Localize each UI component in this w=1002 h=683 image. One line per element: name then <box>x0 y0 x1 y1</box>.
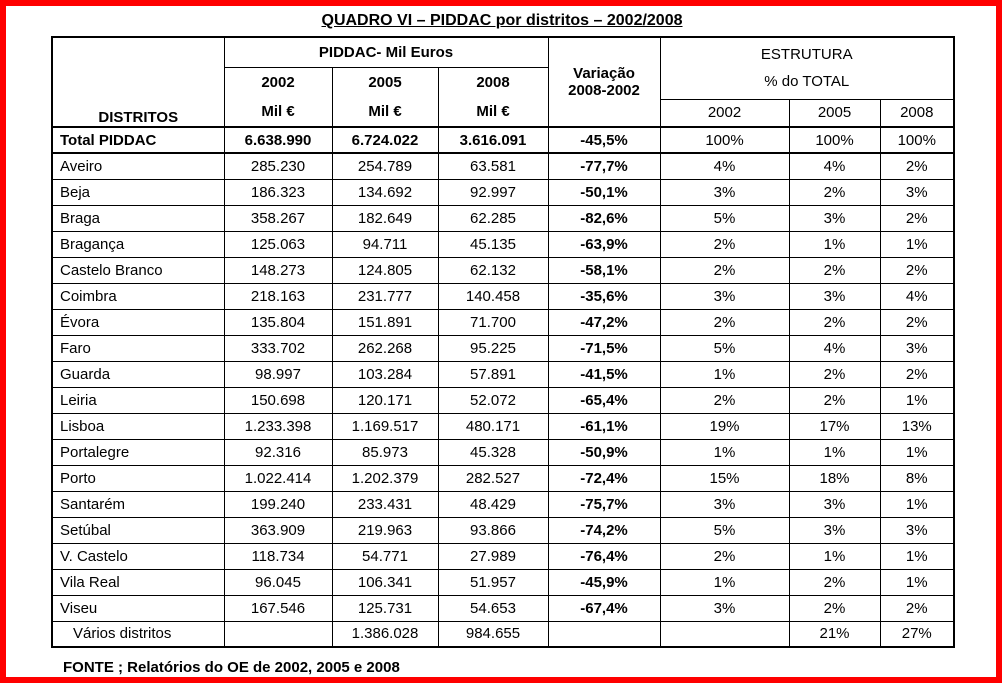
share-cell: 3% <box>660 179 789 205</box>
table-row <box>52 465 954 491</box>
value-cell: 984.655 <box>438 621 548 647</box>
header-piddac-group: PIDDAC- Mil Euros <box>224 37 548 67</box>
table-row <box>52 387 954 413</box>
share-cell: 2% <box>660 387 789 413</box>
header-estrutura-line2: % do TOTAL <box>764 73 850 91</box>
table-title: QUADRO VI – PIDDAC por distritos – 2002/2008 <box>321 12 683 29</box>
share-cell: 100% <box>789 127 880 153</box>
share-cell: 2% <box>880 257 954 283</box>
value-cell: 93.866 <box>438 517 548 543</box>
share-cell: 1% <box>789 543 880 569</box>
variation-cell: -67,4% <box>548 595 660 621</box>
value-cell: 92.316 <box>224 439 332 465</box>
district-name-cell: Faro <box>52 335 224 361</box>
value-cell: 218.163 <box>224 283 332 309</box>
value-cell: 285.230 <box>224 153 332 179</box>
variation-cell: -77,7% <box>548 153 660 179</box>
table-row <box>52 257 954 283</box>
value-cell: 85.973 <box>332 439 438 465</box>
value-cell: 480.171 <box>438 413 548 439</box>
value-cell: 120.171 <box>332 387 438 413</box>
header-estrutura-year-2002: 2002 <box>660 99 789 127</box>
variation-cell: -71,5% <box>548 335 660 361</box>
share-cell: 2% <box>789 569 880 595</box>
share-cell: 3% <box>789 205 880 231</box>
value-cell: 45.135 <box>438 231 548 257</box>
value-cell: 358.267 <box>224 205 332 231</box>
value-cell: 125.731 <box>332 595 438 621</box>
variation-cell: -72,4% <box>548 465 660 491</box>
district-name-cell: Bragança <box>52 231 224 257</box>
share-cell: 27% <box>880 621 954 647</box>
value-cell: 45.328 <box>438 439 548 465</box>
value-cell: 151.891 <box>332 309 438 335</box>
share-cell: 3% <box>660 283 789 309</box>
variation-cell: -45,9% <box>548 569 660 595</box>
share-cell: 2% <box>789 361 880 387</box>
value-cell: 167.546 <box>224 595 332 621</box>
year-label: 2005 <box>368 73 402 91</box>
share-cell: 19% <box>660 413 789 439</box>
share-cell: 2% <box>880 205 954 231</box>
share-cell: 18% <box>789 465 880 491</box>
share-cell: 1% <box>660 569 789 595</box>
share-cell: 1% <box>660 439 789 465</box>
value-cell: 1.386.028 <box>332 621 438 647</box>
share-cell: 2% <box>789 387 880 413</box>
table-row <box>52 595 954 621</box>
share-cell: 3% <box>880 517 954 543</box>
district-name-cell: Évora <box>52 309 224 335</box>
piddac-table <box>51 36 955 648</box>
value-cell: 54.653 <box>438 595 548 621</box>
table-row <box>52 413 954 439</box>
header-piddac-year-2002 <box>224 67 332 127</box>
value-cell: 140.458 <box>438 283 548 309</box>
share-cell: 2% <box>660 543 789 569</box>
table-header <box>52 37 954 127</box>
table-row <box>52 543 954 569</box>
district-name-cell: Total PIDDAC <box>52 127 224 153</box>
table-row <box>52 231 954 257</box>
share-cell: 1% <box>880 491 954 517</box>
share-cell: 1% <box>660 361 789 387</box>
value-cell: 118.734 <box>224 543 332 569</box>
header-estrutura-year-2008: 2008 <box>880 99 954 127</box>
share-cell: 21% <box>789 621 880 647</box>
district-name-cell: Braga <box>52 205 224 231</box>
variation-cell: -76,4% <box>548 543 660 569</box>
value-cell: 124.805 <box>332 257 438 283</box>
share-cell: 1% <box>880 439 954 465</box>
value-cell: 103.284 <box>332 361 438 387</box>
variation-cell: -63,9% <box>548 231 660 257</box>
share-cell: 3% <box>789 491 880 517</box>
table-row <box>52 153 954 179</box>
value-cell: 51.957 <box>438 569 548 595</box>
table-row <box>52 361 954 387</box>
district-name-cell: Portalegre <box>52 439 224 465</box>
variation-cell: -61,1% <box>548 413 660 439</box>
share-cell: 3% <box>660 595 789 621</box>
variation-cell: -50,1% <box>548 179 660 205</box>
share-cell: 2% <box>660 257 789 283</box>
value-cell: 96.045 <box>224 569 332 595</box>
variation-cell: -35,6% <box>548 283 660 309</box>
district-name-cell: Setúbal <box>52 517 224 543</box>
value-cell: 1.169.517 <box>332 413 438 439</box>
value-cell: 62.132 <box>438 257 548 283</box>
header-estrutura <box>660 37 954 99</box>
value-cell: 186.323 <box>224 179 332 205</box>
header-estrutura-year-2005: 2005 <box>789 99 880 127</box>
year-label: 2008 <box>476 73 510 91</box>
table-row <box>52 517 954 543</box>
district-name-cell: Santarém <box>52 491 224 517</box>
value-cell: 63.581 <box>438 153 548 179</box>
value-cell: 262.268 <box>332 335 438 361</box>
value-cell: 150.698 <box>224 387 332 413</box>
district-name-cell: Aveiro <box>52 153 224 179</box>
mil-euro-label: Mil € <box>261 102 295 120</box>
table-row <box>52 491 954 517</box>
header-estrutura-line1: ESTRUTURA <box>760 46 853 64</box>
value-cell: 52.072 <box>438 387 548 413</box>
table-row <box>52 569 954 595</box>
variation-cell: -47,2% <box>548 309 660 335</box>
share-cell: 15% <box>660 465 789 491</box>
district-name-cell: Beja <box>52 179 224 205</box>
variation-cell: -75,7% <box>548 491 660 517</box>
share-cell: 3% <box>880 335 954 361</box>
header-variacao-line1: Variação <box>573 65 635 82</box>
table-row <box>52 283 954 309</box>
share-cell: 2% <box>789 179 880 205</box>
value-cell: 1.233.398 <box>224 413 332 439</box>
share-cell: 100% <box>880 127 954 153</box>
share-cell: 1% <box>880 569 954 595</box>
district-name-cell: Porto <box>52 465 224 491</box>
share-cell: 2% <box>880 361 954 387</box>
header-variacao-line2: 2008-2002 <box>568 82 640 99</box>
value-cell: 363.909 <box>224 517 332 543</box>
value-cell: 182.649 <box>332 205 438 231</box>
share-cell: 3% <box>789 517 880 543</box>
share-cell: 2% <box>789 309 880 335</box>
district-name-cell: Viseu <box>52 595 224 621</box>
share-cell: 3% <box>660 491 789 517</box>
value-cell: 94.711 <box>332 231 438 257</box>
value-cell: 125.063 <box>224 231 332 257</box>
value-cell: 106.341 <box>332 569 438 595</box>
value-cell: 219.963 <box>332 517 438 543</box>
share-cell: 2% <box>880 595 954 621</box>
district-name-cell: Guarda <box>52 361 224 387</box>
district-name-cell: Coimbra <box>52 283 224 309</box>
share-cell: 1% <box>880 231 954 257</box>
variation-cell: -74,2% <box>548 517 660 543</box>
district-name-cell: Lisboa <box>52 413 224 439</box>
table-row <box>52 309 954 335</box>
share-cell: 4% <box>789 153 880 179</box>
share-cell: 1% <box>789 231 880 257</box>
value-cell: 27.989 <box>438 543 548 569</box>
share-cell: 1% <box>880 387 954 413</box>
table-row <box>52 335 954 361</box>
header-piddac-year-2008 <box>438 67 548 127</box>
value-cell: 148.273 <box>224 257 332 283</box>
value-cell: 282.527 <box>438 465 548 491</box>
variation-cell: -41,5% <box>548 361 660 387</box>
district-name-cell: Vila Real <box>52 569 224 595</box>
share-cell: 5% <box>660 205 789 231</box>
value-cell: 135.804 <box>224 309 332 335</box>
share-cell: 3% <box>880 179 954 205</box>
share-cell: 100% <box>660 127 789 153</box>
table-row <box>52 179 954 205</box>
value-cell: 95.225 <box>438 335 548 361</box>
value-cell: 71.700 <box>438 309 548 335</box>
variation-cell: -58,1% <box>548 257 660 283</box>
table-body <box>52 127 954 647</box>
district-name-cell: Leiria <box>52 387 224 413</box>
value-cell: 134.692 <box>332 179 438 205</box>
mil-euro-label: Mil € <box>368 102 402 120</box>
value-cell: 92.997 <box>438 179 548 205</box>
value-cell: 233.431 <box>332 491 438 517</box>
value-cell: 98.997 <box>224 361 332 387</box>
header-variacao <box>548 37 660 127</box>
value-cell: 6.638.990 <box>224 127 332 153</box>
share-cell: 4% <box>880 283 954 309</box>
share-cell: 2% <box>660 231 789 257</box>
total-row <box>52 127 954 153</box>
value-cell: 62.285 <box>438 205 548 231</box>
district-name-cell: V. Castelo <box>52 543 224 569</box>
value-cell: 57.891 <box>438 361 548 387</box>
district-name-cell: Castelo Branco <box>52 257 224 283</box>
value-cell <box>224 621 332 647</box>
value-cell: 54.771 <box>332 543 438 569</box>
share-cell: 4% <box>789 335 880 361</box>
share-cell: 17% <box>789 413 880 439</box>
variation-cell: -65,4% <box>548 387 660 413</box>
variation-cell: -82,6% <box>548 205 660 231</box>
value-cell: 3.616.091 <box>438 127 548 153</box>
share-cell: 1% <box>789 439 880 465</box>
value-cell: 1.202.379 <box>332 465 438 491</box>
year-label: 2002 <box>261 73 295 91</box>
value-cell: 333.702 <box>224 335 332 361</box>
share-cell <box>660 621 789 647</box>
header-piddac-year-2005 <box>332 67 438 127</box>
mil-euro-label: Mil € <box>476 102 510 120</box>
share-cell: 1% <box>880 543 954 569</box>
variation-cell: -45,5% <box>548 127 660 153</box>
share-cell: 2% <box>789 595 880 621</box>
source-note: FONTE ; Relatórios do OE de 2002, 2005 e 2008 <box>63 659 400 676</box>
share-cell: 2% <box>789 257 880 283</box>
value-cell: 48.429 <box>438 491 548 517</box>
share-cell: 4% <box>660 153 789 179</box>
share-cell: 13% <box>880 413 954 439</box>
header-distritos: DISTRITOS <box>52 37 224 127</box>
value-cell: 254.789 <box>332 153 438 179</box>
value-cell: 1.022.414 <box>224 465 332 491</box>
table-row <box>52 439 954 465</box>
share-cell: 2% <box>880 153 954 179</box>
table-row <box>52 205 954 231</box>
variation-cell: -50,9% <box>548 439 660 465</box>
share-cell: 3% <box>789 283 880 309</box>
share-cell: 8% <box>880 465 954 491</box>
district-name-cell: Vários distritos <box>52 621 224 647</box>
value-cell: 6.724.022 <box>332 127 438 153</box>
variation-cell <box>548 621 660 647</box>
table-row <box>52 621 954 647</box>
share-cell: 2% <box>880 309 954 335</box>
share-cell: 5% <box>660 335 789 361</box>
share-cell: 5% <box>660 517 789 543</box>
value-cell: 199.240 <box>224 491 332 517</box>
value-cell: 231.777 <box>332 283 438 309</box>
share-cell: 2% <box>660 309 789 335</box>
